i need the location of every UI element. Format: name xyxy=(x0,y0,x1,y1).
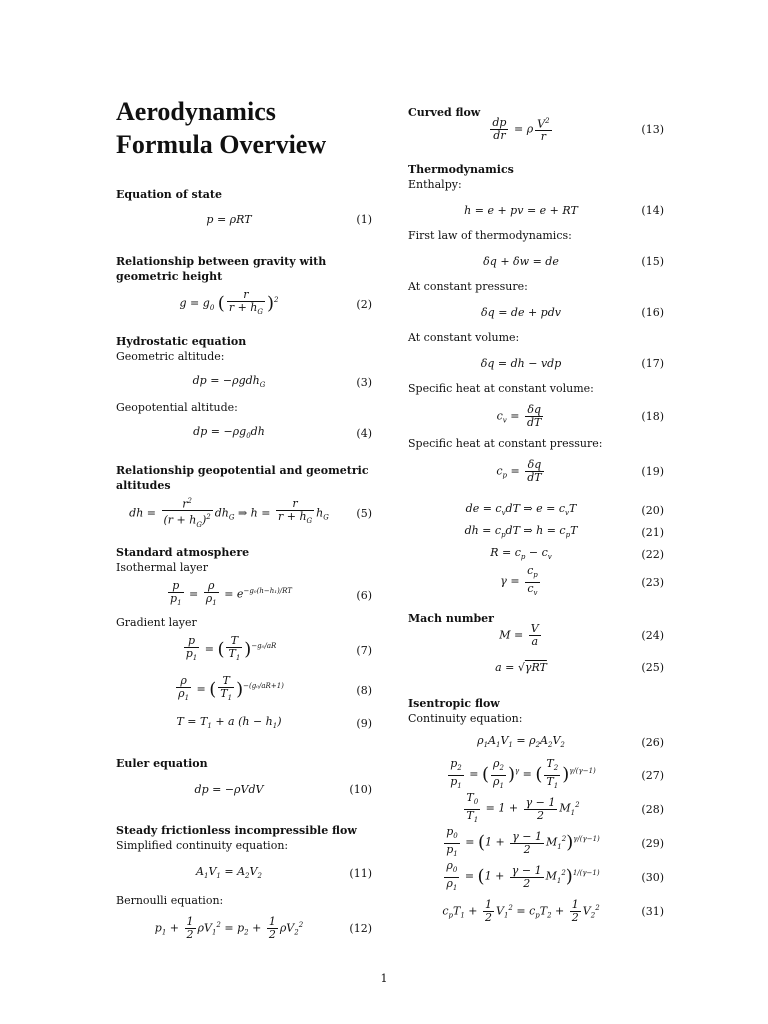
body-text: Geometric altitude: xyxy=(116,350,225,363)
equation-number: (6) xyxy=(356,588,372,602)
section-heading: Curved flow xyxy=(408,106,481,119)
left-column xyxy=(116,95,372,948)
section-heading: Thermodynamics xyxy=(408,163,514,176)
equation: $\frac{\rho_0}{\rho_1}$ = (1 + $\frac{\gamma - 1}{2}$ $M_1^2)^{1/(\gamma-1)}$ (30) xyxy=(446,859,664,892)
section-heading: Relationship geopotential and geometric altitudes xyxy=(116,464,369,492)
equation: $A_1V_1 = A_2V_2$ (11) xyxy=(196,865,372,881)
equation-number: (11) xyxy=(349,866,372,880)
equation: de = $c_vdT$ ⇒ $e = c_vT$ (20) xyxy=(465,502,664,518)
equation-number: (31) xyxy=(641,904,664,918)
title-line-2: Formula Overview xyxy=(116,130,327,159)
equation: dp = $-\rho g_0dh$ (4) xyxy=(193,425,372,441)
equation: p = ρRT (1) xyxy=(206,212,372,226)
body-text: Isothermal layer xyxy=(116,561,208,574)
equation-number: (28) xyxy=(641,802,664,816)
equation: dh = $\frac{r^2}{(r + h_G)^2}$ $dh_G$ ⇒ h = $\frac{r}{r + h_G}$ $h_G$ (5) xyxy=(129,496,372,530)
equation: $\rho_1A_1V_1 = \rho_2A_2V_2$ (26) xyxy=(477,734,664,750)
title-line-1: Aerodynamics xyxy=(116,97,276,126)
body-text: Gradient layer xyxy=(116,616,197,629)
equation-number: (26) xyxy=(641,735,664,749)
equation-number: (9) xyxy=(356,716,372,730)
equation-number: (20) xyxy=(641,503,664,517)
equation-number: (13) xyxy=(641,122,664,136)
equation-number: (18) xyxy=(641,409,664,423)
equation: $c_pT_1$ + $\frac{1}{2}$ $V_1^2 = c_pT_2$ + $\frac{1}{2}$ $V_2^2$ (31) xyxy=(442,897,664,924)
body-text: At constant pressure: xyxy=(408,280,528,293)
equation: $\frac{\rho}{\rho_1}$ = ( $\frac{T}{T_1}$ )$^{-(g_0/aR+1)}$ (8) xyxy=(178,674,372,703)
equation: δq + δw = de (15) xyxy=(483,254,664,268)
equation-number: (1) xyxy=(356,212,372,226)
section-heading: Steady frictionless incompressible flow xyxy=(116,824,357,837)
equation-number: (14) xyxy=(641,203,664,217)
body-text: First law of thermodynamics: xyxy=(408,229,572,242)
equation: a = √γRT (25) xyxy=(495,660,664,674)
section-heading: Equation of state xyxy=(116,188,223,201)
equation: $p_1$ + $\frac{1}{2}$ $\rho V_1^2 = p_2$ + $\frac{1}{2}$ $\rho V_2^2$ (12) xyxy=(154,914,372,941)
equation: M = $\frac{V}{a}$ (24) xyxy=(499,621,664,648)
equation: $\frac{p}{p_1}$ = $\frac{\rho}{\rho_1}$ = $e^{-g_0(h-h_1)/RT}$ (6) xyxy=(170,579,372,608)
section-heading: Standard atmosphere xyxy=(116,546,250,559)
equation-number: (2) xyxy=(356,297,372,311)
equation: $\frac{p}{p_1}$ = ( $\frac{T}{T_1}$ )$^{-g_0/aR}$ (7) xyxy=(185,634,372,663)
equation-number: (5) xyxy=(356,506,372,520)
equation-number: (24) xyxy=(641,628,664,642)
equation: $\frac{p_0}{p_1}$ = (1 + $\frac{\gamma - 1}{2}$ $M_1^2)^{\gamma/(\gamma-1)}$ (29) xyxy=(446,825,664,858)
equation-number: (17) xyxy=(641,356,664,370)
equation-number: (22) xyxy=(641,547,664,561)
equation: $R = c_p - c_v$ (22) xyxy=(490,546,664,562)
page-title xyxy=(116,95,372,161)
equation-number: (3) xyxy=(356,375,372,389)
equation: $g = g_0$ ( $\frac{r}{r + h_G}$ )$^2$ (2) xyxy=(179,288,372,317)
section-heading: Isentropic flow xyxy=(408,697,500,710)
section-heading: Hydrostatic equation xyxy=(116,335,247,348)
equation-number: (8) xyxy=(356,683,372,697)
body-text: Continuity equation: xyxy=(408,712,523,725)
section-heading: Euler equation xyxy=(116,757,208,770)
equation: $\frac{dp}{dr}$ = ρ $\frac{V^2}{r}$ (13) xyxy=(492,115,664,144)
equation: $c_v$ = $\frac{\delta q}{dT}$ (18) xyxy=(496,402,664,429)
equation: dp = −ρgdh$_G$ (3) xyxy=(192,374,372,390)
equation: dh = $c_pdT$ ⇒ $h = c_pT$ (21) xyxy=(464,524,664,540)
equation-number: (12) xyxy=(349,921,372,935)
body-text: At constant volume: xyxy=(408,331,520,344)
body-text: Enthalpy: xyxy=(408,178,462,191)
equation-number: (25) xyxy=(641,660,664,674)
equation-number: (10) xyxy=(349,782,372,796)
equation-number: (7) xyxy=(356,643,372,657)
equation: δq = dh − vdp (17) xyxy=(480,356,664,370)
page-number: 1 xyxy=(380,972,388,985)
equation: $c_p$ = $\frac{\delta q}{dT}$ (19) xyxy=(496,457,664,484)
body-text: Geopotential altitude: xyxy=(116,401,238,414)
equation: h = e + pv = e + RT (14) xyxy=(464,203,664,217)
equation-number: (15) xyxy=(641,254,664,268)
section-heading: Relationship between gravity with geometric height xyxy=(116,255,327,283)
equation-number: (4) xyxy=(356,426,372,440)
equation-number: (23) xyxy=(641,575,664,589)
body-text: Bernoulli equation: xyxy=(116,894,224,907)
equation: $T = T_1 + a$ $(h - h_1)$ (9) xyxy=(176,715,372,731)
right-column xyxy=(408,105,664,928)
equation: $\frac{p_2}{p_1}$ = ( $\frac{\rho_2}{\rho_1}$ )$^\gamma$ = ( $\frac{T_2}{T_1}$ )$^{\gamma/(\gamma-1)}$ (27) xyxy=(450,757,664,790)
equation: $\frac{T_0}{T_1}$ = 1 + $\frac{\gamma - 1}{2}$ $M_1^2$ (28) xyxy=(466,791,664,824)
body-text: Simplified continuity equation: xyxy=(116,839,289,852)
body-text: Specific heat at constant volume: xyxy=(408,382,594,395)
equation-number: (30) xyxy=(641,870,664,884)
equation: dp = −ρVdV (10) xyxy=(194,782,372,796)
equation: γ = $\frac{c_p}{c_v}$ (23) xyxy=(500,564,664,597)
equation-number: (27) xyxy=(641,768,664,782)
section-heading: Mach number xyxy=(408,612,494,625)
equation-number: (19) xyxy=(641,464,664,478)
body-text: Specific heat at constant pressure: xyxy=(408,437,603,450)
equation-number: (21) xyxy=(641,525,664,539)
equation-number: (29) xyxy=(641,836,664,850)
equation-number: (16) xyxy=(641,305,664,319)
equation: δq = de + pdv (16) xyxy=(481,305,664,319)
